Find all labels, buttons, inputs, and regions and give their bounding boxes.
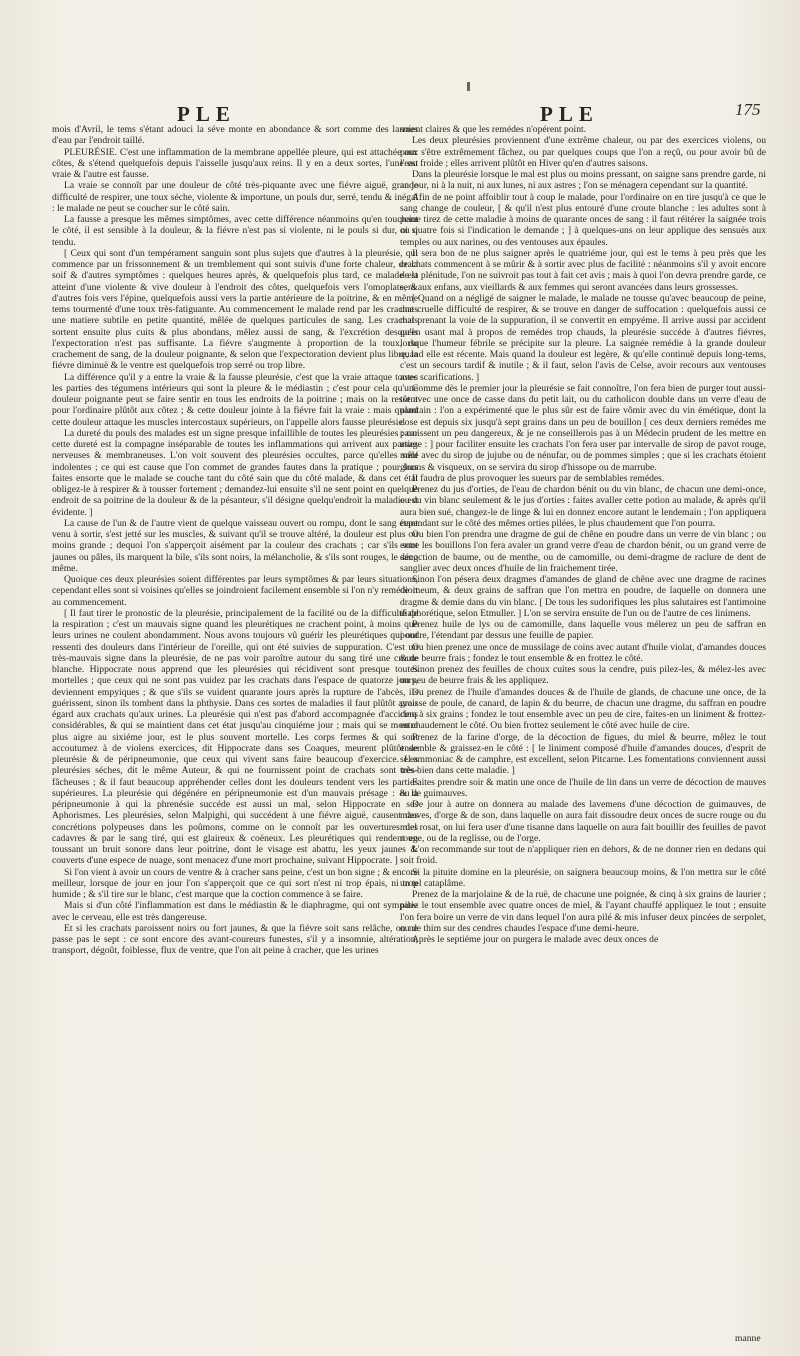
printer-mark	[467, 82, 470, 91]
paragraph: Il sera bon de ne plus saigner après le quatriéme jour, qui est le tems à peu près que les crachats commencent à se mûrir & à sortir avec plus de facilité : néanmoins s'il y avoit encore de la plénitude, l'on ne suivroit pas tout à fait cet avis ; mais à quoi l'on devra prendre garde, ce sera aux enfans, aux vieillards & aux femmes qui seront avancées dans leurs grossesses.	[400, 247, 766, 293]
paragraph: Prenez de la marjolaine & de la ruë, de chacune une poignée, & cinq à six grains de laurier ; pilez le tout ensemble avec quatre onces de miel, & l'ayant chauffé appliquez le tout ; ensuite l'on fera boire un verre de vin dans lequel l'on aura pilé & mis infuser deux pincées de serpolet, ou de thim sur des cendres chaudes l'espace d'une demi-heure.	[400, 889, 766, 934]
page-number: 175	[735, 100, 761, 119]
paragraph: Si l'on vient à avoir un cours de ventre & à cracher sans peine, c'est un bon signe ; & encore meilleur, lorsque de jour en jour l'on s'apperçoit que ce qui sort n'est ni trop épais, ni trop humide ; & s'il tire sur le blanc, c'est marque que la coction commence à se faire.	[52, 866, 418, 900]
paragraph: Il faudra de plus provoquer les sueurs par de semblables remédes.	[412, 472, 665, 484]
paragraph: [ Ceux qui sont d'un tempérament sanguin sont plus sujets que d'autres à la pleurésie, qui commence par un frissonnement & un tremblement qui sont suivis d'une forte chaleur, de la soif & d'autres symptômes : quelques heures après, & quelquefois plus tard, ce malade est atteint d'une violente & vive douleur à l'endroit des côtes, quelquefois vers l'omoplate, & d'autres fois vers l'épine, quelquefois aussi vers la partie antérieure de la poitrine, & en même tems tourmenté d'une toux très-fatiguante. Au commencement le malade rend par les crachats une matiere subtile en petite quantité, mêlée de quelques particules de sang. Les crachats sortent ensuite plus cuits & plus abondans, mêlez aussi de sang, & l'excrétion desquels l'expectoration n'est pas suffisante. La fiévre s'augmente à proportion de la toux, du crachement de sang, de la douleur poignante, & selon que l'expectoration devient plus libre, la fiévre diminuë & le ventre est quelquefois trop serré ou trop libre.	[52, 247, 418, 372]
paragraph: soient claires & que les remédes n'opérent point.	[400, 124, 587, 135]
paragraph: [ Il faut tirer le pronostic de la pleurésie, principalement de la facilité ou de la difficulté de la respiration ; c'est un mauvais signe quand les pleurétiques ne crachent point, à moins que leurs urines ne coulent abondamment. Nous avons toujours vû guérir les pleurétiques qui ont ressenti des douleurs dans l'intérieur de l'oreille, qui ont été suivies de suppuration. C'est un très-mauvais signe dans la pleurésie, de ne pas voir paroître autour du sang tiré une croute blanche. Hippocrate nous apprend que les pleurésies qui récidivent sont presque toutes mortelles ; que ceux qui ne sont pas vuidez par les crachats dans l'espace de quatorze jours, deviennent empyiques ; & que s'ils se vuident quarante jours après la rupture de l'abcès, ils guérissent, sinon ils tombent dans la phthysie. Dans ces sortes de maladies il faut plûtôt avoir égard aux crachats qu'aux urines. La pleurésie qui n'est pas d'abord accompagnée d'accidens considérables, & qui se maintient dans cet état jusqu'au cinquiéme jour ; mais qui se montre plus aigre au sixiéme jour, est le plus souvent mortelle. Les corps fermes & qui sont accoutumez à de violens exercices, dit Hippocrate dans ses Coaques, meurent plûtôt de pleurésie & de péripneumonie, que ceux qui vivent sans faire beaucoup d'exercice. Les pleurésies séches, dit le même Auteur, & qui ne fournissent point de crachats sont très-fâcheuses ; & il faut beaucoup appréhender celles dont les douleurs tendent vers les parties supérieures. La pleurésie qui dégénére en péripneumonie est d'un mauvais présage : & la péripneumonie à qui la phrenésie succéde est aussi un mal, selon Hippocrate en ses Aphorismes. Les pleurésies, selon Malpighi, qui succédent à une fiévre aiguë, causent des concrétions polypeuses dans les poûmons, comme on le connoît par les ouvertures des cadavres & par le sang tiré, qui est glaireux & coëneux. Les pleurétiques qui rendent en toussant un bruit sonore dans leur poitrine, dont le visage est abattu, les yeux jaunes & couverts d'une espece de nuage, sont menacez d'une mort prochaine, suivant Hippocrate. ]	[52, 607, 418, 867]
paragraph: Quoique ces deux pleurésies soient différentes par leurs symptômes & par leurs situations, cependant elles sont si voisines qu'elles se joindroient facilement ensemble si l'on n'y remédioit au commencement.	[52, 574, 418, 608]
paragraph: Prenez de la farine d'orge, de la décoction de figues, du miel & beurre, mêlez le tout ensemble & graissez-en le côté : [ le liniment composé d'huile d'amandes douces, d'esprit de sel ammoniac & de camphre, est excellent, selon Pitcarne. Les fomentations conviennent aussi très-bien dans cette maladie. ]	[400, 731, 766, 777]
right-column	[400, 124, 766, 945]
paragraph: L'on recommande sur tout de n'appliquer rien en dehors, & de ne donner rien en dedans qui soit froid.	[400, 844, 766, 867]
paragraph: Mais si d'un côté l'inflammation est dans le médiastin & le diaphragme, qui ont sympatie avec le cerveau, elle est très dangereuse.	[52, 900, 418, 923]
paragraph: Ou bien l'on prendra une dragme de gui de chêne en poudre dans un verre de vin blanc ; ou entre les bouillons l'on fera avaler un grand verre d'eau de chardon bénit, ou un grand verre de décoction de baume, ou de menthe, ou de camomille, ou demi-dragme de raclure de dent de sanglier avec deux onces d'huile de lin fraichement tirée.	[400, 529, 766, 574]
running-head-left: PLE	[177, 102, 236, 126]
paragraph: Les deux pleurésies proviennent d'une extrême chaleur, ou par des exercices violens, ou pour s'être extrêmement fâchez, ou par quelques coups que l'on a reçû, ou pour avoir bû de l'eau froide ; elles arrivent plûtôt en Hiver qu'en d'autres saisons.	[400, 135, 766, 169]
paragraph-headword: PLEURÉSIE. C'est une inflammation de la membrane appellée pleure, qui est attachée aux côtes, & s'étend quelquefois depuis l'aisselle jusqu'aux reins. Il y en a deux sortes, l'une est vraie & l'autre est fausse.	[52, 146, 418, 180]
paragraph: Ou prenez de l'huile d'amandes douces & de l'huile de glands, de chacune une once, de la graisse de poule, de canard, de lapin & du beurre, de chacun une dragme, du saffran en poudre cinq à six grains ; fondez le tout ensemble avec un peu de cire, faites-en un liniment & frottez-en chaudement le côté. Ou bien frottez seulement le côté avec huile de cire.	[400, 686, 766, 732]
catchword: manne	[735, 1333, 761, 1344]
running-head-right: PLE	[540, 102, 599, 126]
paragraph: Et si les crachats paroissent noirs ou fort jaunes, & que la fiévre soit sans relâche, on ne passe pas le sept : ce sont encore des avant-coureurs funestes, s'il y a insomnie, altération, transport, dégoût, foiblesse, flux de ventre, que l'on ait peine à cracher, que les urines	[52, 922, 418, 957]
paragraph: Après le septiéme jour on purgera le malade avec deux onces de	[412, 934, 659, 945]
paragraph: Sinon l'on pésera deux dragmes d'amandes de gland de chêne avec une dragme de racines de meum, & deux grains de saffran que l'on mettra en poudre, de laquelle on donnera une dragme & demie dans du vin blanc. [ De tous les sudorifiques les plus salutaires est l'antimoine diaphorétique, selon Etmuller. ] L'on se servira ensuite de l'un ou de l'autre de ces linimens.	[400, 574, 766, 619]
paragraph: La différence qu'il y a entre la vraie & la fausse pleurésie, c'est que la vraie attaque toutes les parties des tégumens intérieurs qui sont la pleure & le médiastin ; c'est pour cela qu'une douleur poignante peut se faire sentir en tous les endroits de la poitrine ; mais on la ressent pour l'ordinaire plûtôt aux côtez ; & cette douleur jointe à la fiévre fait la vraie : mais quand cette douleur attaque les muscles intercostaux supérieurs, on l'appelle alors fausse pleurésie.	[52, 371, 418, 428]
paragraph: mois d'Avril, le tems s'étant adouci la séve monte en abondance & sort comme des larmes d'eau par l'endroit taillé.	[52, 124, 418, 147]
paragraph: Comme dès le premier jour la pleurésie se fait connoître, l'on fera bien de purger tout aussi-tôt avec une once de casse dans du petit lait, ou du catholicon double dans un verre d'eau de plantain : l'on a expérimenté que le plus sûr est de faire vômir avec du vin émétique, dont la dose est depuis six jusqu'à sept grains dans un peu de bouillon [ ces deux derniers remédes me paroissent un peu dangereux, & je ne conseillerois pas à un Médecin prudent de les mettre en usage : ] pour faciliter ensuite les crachats l'on fera user par intervalle de sirop de pavot rouge, mêlé avec du sirop de jujube ou de nénufar, ou de pommes simples ; que si les crachats étoient gluans & visqueux, on se servira du sirop d'hissope ou de marrube.	[400, 382, 766, 473]
paragraph: Si la pituite domine en la pleurésie, on saignera beaucoup moins, & l'on mettra sur le côté un tel cataplâme.	[400, 866, 766, 889]
paragraph: La vraie se connoît par une douleur de côté très-piquante avec une fiévre aiguë, grande difficulté de respirer, une toux séche, violente & importune, un pouls dur, serré, tendu & inégal : le malade ne peut se coucher sur le côté sain.	[52, 180, 418, 214]
left-column	[52, 124, 418, 957]
paragraph: Afin de ne point affoiblir tout à coup le malade, pour l'ordinaire on en tire jusqu'à ce que le sang change de couleur, [ & qu'il n'est plus entouré d'une croute blanche : les adultes sont à peine tirez de cette maladie à moins de quarante onces de sang : il faut réitérer la saignée trois ou quatre fois si l'indication le demande ; ] à quelques-uns on leur applique des sensuës aux temples ou aux narines, ou des ventouses aux épaules.	[400, 191, 766, 248]
paragraph: Faites prendre soir & matin une once de l'huile de lin dans un verre de décoction de mauves ou de guimauves.	[400, 776, 766, 799]
paragraph: Sinon prenez des feuilles de choux cuites sous la cendre, puis pilez-les, & mélez-les avec un peu de beurre frais & les appliquez.	[400, 664, 766, 687]
paragraph: Dans la pleurésie lorsque le mal est plus ou moins pressant, on saigne sans prendre garde, ni au jour, ni à la nuit, ni aux lunes, ni aux astres ; l'on se ménagera cependant sur la quantité.	[400, 169, 766, 192]
paragraph: Prenez du jus d'orties, de l'eau de chardon bénit ou du vin blanc, de chacun une demi-once, ou du vin blanc seulement & le jus d'orties : faites avaller cette potion au malade, & après qu'il aura bien sué, changez-le de linge & lui en donnez encore autant le lendemain ; l'on appliquera cependant sur le côté des mêmes orties pilées, le plus chaudement que l'on pourra.	[400, 484, 766, 529]
paragraph: La fausse a presque les mêmes simptômes, avec cette différence néanmoins qu'en touchant le côté, il est sensible à la douleur, & la fiévre n'est pas si violente, ni le pouls si dur, ni si tendu.	[52, 214, 418, 248]
paragraph: La cause de l'un & de l'autre vient de quelque vaisseau ouvert ou rompu, dont le sang étant venu à sortir, s'est jetté sur les muscles, & suivant qu'il se trouve altéré, la douleur est plus ou moins grande ; dequoi l'on s'apperçoit aisément par la couleur des crachats ; car s'ils sont jaunes ou pâles, ils marquent la bile, s'ils sont noirs, la mélancholie, & s'ils sont rouges, le sang même.	[52, 517, 418, 574]
paragraph: Prenez huile de lys ou de camomille, dans laquelle vous mélerez un peu de saffran en poudre, l'étendant par dessus une feuille de papier.	[400, 619, 766, 642]
paragraph: De jour à autre on donnera au malade des lavemens d'une décoction de guimauves, de mauves, d'orge & de son, dans laquelle on aura fait dissoudre deux onces de sucre rouge ou du miel rosat, on lui fera user d'une tisanne dans laquelle on aura fait bouillir des feuilles de pavot rouge, ou de la reglisse, ou de l'orge.	[400, 799, 766, 844]
paragraph: [ Quand on a négligé de saigner le malade, le malade ne tousse qu'avec beaucoup de peine, une cruelle difficulté de respirer, & se trouve en danger de suffocation : quelquefois aussi ce mal prenant la voie de la suppuration, il se convertit en empyéme. Il arrive aussi par accident qu'en usant mal à propos de remédes trop chauds, la pleurésie succéde à d'autres fiévres, lorsque l'humeur fébrile se précipite sur la pleure. La saignée remédie à la grande douleur quand elle est récente. Mais quand la douleur est legère, & qu'elle continuë depuis long-tems, c'est un secours tardif & inutile ; & il faut, selon l'avis de Celse, avoir recours aux ventouses avec scarifications. ]	[400, 292, 766, 383]
paragraph: La dureté du pouls des malades est un signe presque infaillible de toutes les pleurésies : car cette dureté est la compagne inséparable de toutes les inflammations qui arrivent aux parties nerveuses & membraneuses. L'on voit souvent des pleurésies occultes, parce qu'elles sont indolentes ; ce qui est cause que l'on commet de grandes fautes dans la pratique ; pour lors faites ensorte que le malade se couche tant du côté sain que du côté malade, & dans cet état obligez-le à respirer & à tousser fortement ; demandez-lui ensuite s'il ne sent point en quelque endroit de sa poitrine de la douleur & de la pésanteur, s'il désigne quelqu'endroit la maladie est évidente. ]	[52, 427, 418, 518]
paragraph: Ou bien prenez une once de mussilage de coins avec autant d'huile violat, d'amandes douces & de beurre frais ; fondez le tout ensemble & en frottez le côté.	[400, 641, 766, 664]
